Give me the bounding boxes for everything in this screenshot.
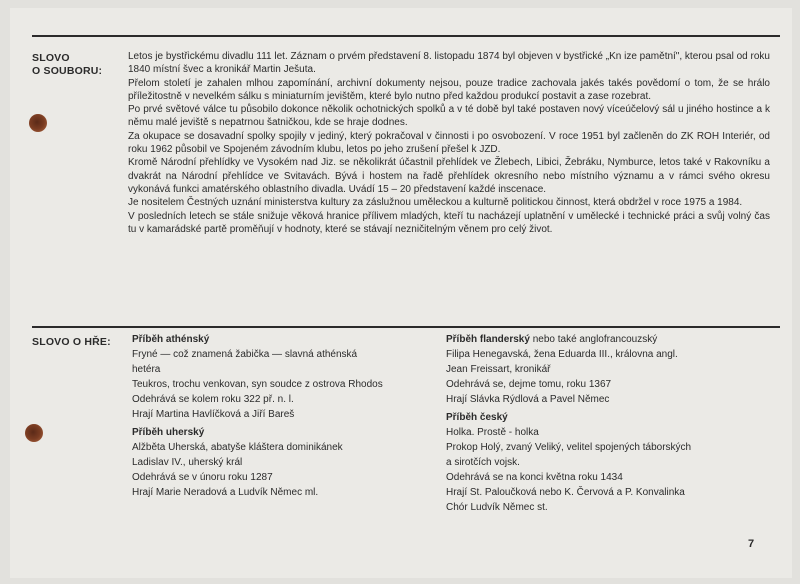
play-left-column: [132, 332, 432, 503]
story-title-suffix: nebo také anglofrancouzský: [529, 334, 658, 345]
story-line: hetéra: [132, 364, 161, 375]
story-line: a sirotčích vojsk.: [446, 457, 520, 468]
about-paragraph: Po prvé světové válce tu působilo dokonce několik ochotnických spolků a v té době byl také postaven nový víceúčelový sál u jiného hostince a k němu malé jeviště s nepatrnou šatničkou, kde se hraje dodnes.: [128, 104, 770, 129]
story-title-line: [132, 332, 432, 347]
play-story-section: [132, 332, 432, 422]
about-paragraph: Přelom století je zahalen mlhou zapomínání, archivní dokumenty nejsou, pouze tradice zachovala jakés takés povědomí o tom, že se hrálo příležitostně v nevelkém sálku s miniaturním jevištěm, které bylo nutno před každou produkcí postavit a zase rozebrat.: [128, 77, 770, 102]
middle-rule: [32, 326, 780, 328]
about-paragraph: V posledních letech se stále snižuje věková hranice přílivem mladých, kteří tu nacházejí uplatnění v umělecké i technické práci a svůj volný čas tu v kamarádské partě proměňují v hodnoty, které se stávají nezničitelným věnem pro celý život.: [128, 210, 770, 235]
about-paragraph: Letos je bystřickému divadlu 111 let. Záznam o prvém představení 8. listopadu 1874 byl objeven v bystřické „Kn ize pamětní", kterou psal od roku 1840 místní švec a kronikář Martin Ješuta.: [128, 51, 770, 76]
story-line: Hrají Marie Neradová a Ludvík Němec ml.: [132, 487, 319, 498]
top-rule: [32, 35, 780, 37]
story-title: Příběh flanderský: [446, 334, 530, 345]
play-story-section: [446, 332, 776, 407]
story-title: Příběh athénský: [132, 334, 210, 345]
binder-hole-bottom: [25, 424, 43, 442]
story-title-line: [446, 332, 776, 347]
story-line: Holka. Prostě - holka: [446, 427, 539, 438]
story-line: Teukros, trochu venkovan, syn soudce z ostrova Rhodos: [132, 379, 383, 390]
play-story-section: [446, 410, 776, 515]
binder-hole-top: [29, 114, 47, 132]
story-title-line: [446, 410, 776, 425]
story-line: Filipa Henegavská, žena Eduarda III., královna angl.: [446, 349, 678, 360]
about-text: [128, 50, 770, 236]
story-line: Hrají Martina Havlíčková a Jiří Bareš: [132, 409, 295, 420]
about-paragraph: Za okupace se dosavadní spolky spojily v jediný, který pokračoval v činnosti i po osvobození. V roce 1951 byl začleněn do ZK ROH Interiér, od roku 1962 působil ve Spojeném závodním klubu, letos po jeho zrušení přešel k JZD.: [128, 130, 770, 156]
story-line: Prokop Holý, zvaný Veliký, velitel spojených táborských: [446, 442, 692, 453]
story-title: Příběh uherský: [132, 427, 205, 438]
story-line: Odehrává se na konci května roku 1434: [446, 472, 623, 483]
play-section-label: SLOVO O HŘE:: [32, 336, 111, 348]
story-title: Příběh český: [446, 412, 508, 423]
story-line: Odehrává se v únoru roku 1287: [132, 472, 273, 483]
about-paragraph: Kromě Národní přehlídky ve Vysokém nad Jiz. se několikrát účastnil přehlídek ve Žlebech, Libici, Žebráku, Nymburce, letos také v Rakovníku a dvakrát na Národní přehlídce ve Svitavách. Bývá i hostem na řadě přehlídek okresního nebo místního významu a v rámci svého okresu vykonává funkci amatérského oblastního divadla. Uvádí 15 – 20 představení každé inscenace.: [128, 157, 770, 195]
story-line: Chór Ludvík Němec st.: [446, 502, 548, 513]
story-line: Ladislav IV., uherský král: [132, 457, 243, 468]
page-number: 7: [748, 538, 755, 550]
about-label-text: SLOVO O SOUBORU:: [32, 52, 103, 78]
about-paragraph: Je nositelem Čestných uznání ministerstva kultury za záslužnou uměleckou a kulturně politickou činnost, která obdržel v roce 1975 a 1984.: [128, 197, 743, 209]
story-line: Fryné — což znamená žabička — slavná athénská: [132, 349, 358, 360]
play-right-column: [446, 332, 776, 518]
about-section-label: [32, 52, 120, 79]
story-line: Hrají Slávka Rýdlová a Pavel Němec: [446, 394, 610, 405]
story-line: Odehrává se, dejme tomu, roku 1367: [446, 379, 612, 390]
story-line: Hrají St. Paloučková nebo K. Červová a P. Konvalinka: [446, 487, 685, 498]
story-line: Alžběta Uherská, abatyše kláštera dominikánek: [132, 442, 343, 453]
booklet-page: [10, 8, 792, 578]
story-title-line: [132, 425, 432, 440]
story-line: Jean Freissart, kronikář: [446, 364, 551, 375]
play-story-section: [132, 425, 432, 500]
story-line: Odehrává se kolem roku 322 př. n. l.: [132, 394, 294, 405]
